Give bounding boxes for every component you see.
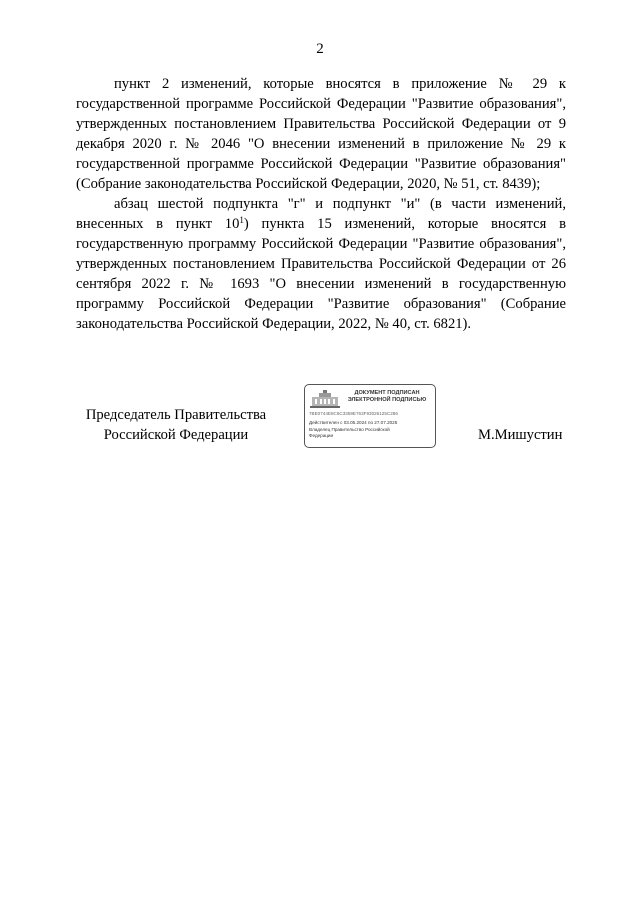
government-building-icon: [310, 389, 340, 409]
e-signature-stamp: [304, 384, 436, 448]
paragraph-amendment-2020: пункт 2 изменений, которые вносятся в приложение № 29 к государственной программе Российской Федерации "Развитие образования", утвержденных постановлением Правительства Российской Федерации от 9 декабря 2020 г. № 2046 "О внесении изменений в приложение № 29 к государственной программе Российской Федерации "Развитие образования" (Собрание законодательства Российской Федерации, 2020, № 51, ст. 8439);: [76, 76, 566, 192]
stamp-owner-line-1: Владелец Правительство Российской: [309, 427, 390, 432]
stamp-heading: [341, 390, 433, 404]
stamp-heading-line-2: ЭЛЕКТРОННОЙ ПОДПИСЬЮ: [347, 397, 427, 403]
signer-title-line-1: Председатель Правительства: [85, 407, 267, 423]
page-number: 2: [316, 41, 324, 57]
superscript-one: 1: [239, 215, 244, 225]
signer-name: М.Мишустин: [478, 427, 563, 443]
paragraph-text-start: абзац шестой подпункта "г" и подпункт "и" (в части изменений, внесенных в пункт 10: [76, 196, 566, 232]
document-body: [76, 74, 566, 334]
signer-title-line-2: Российской Федерации: [103, 427, 249, 443]
stamp-owner-line-2: Федерации: [309, 433, 334, 438]
paragraph-amendment-2022: [76, 194, 566, 334]
stamp-validity: Действителен с 03.05.2024 по 27.07.2025: [309, 420, 398, 425]
stamp-heading-line-1: ДОКУМЕНТ ПОДПИСАН: [354, 390, 420, 396]
stamp-owner: [309, 427, 390, 439]
paragraph-text-end: ) пункта 15 изменений, которые вносятся в государственную программу Российской Федерации "Развитие образования", утвержденных постановлением Правительства Российской Федерации от 26 сентября 2022 г. № 1693 "О внесении изменений в государственную программу Российской Федерации "Развитие образования" (Собрание законодательства Российской Федерации, 2022, № 40, ст. 6821).: [76, 216, 566, 332]
signer-title: [76, 405, 276, 445]
stamp-certificate: 7BE0744E8C6C3359E763F93026125C286: [309, 411, 398, 416]
